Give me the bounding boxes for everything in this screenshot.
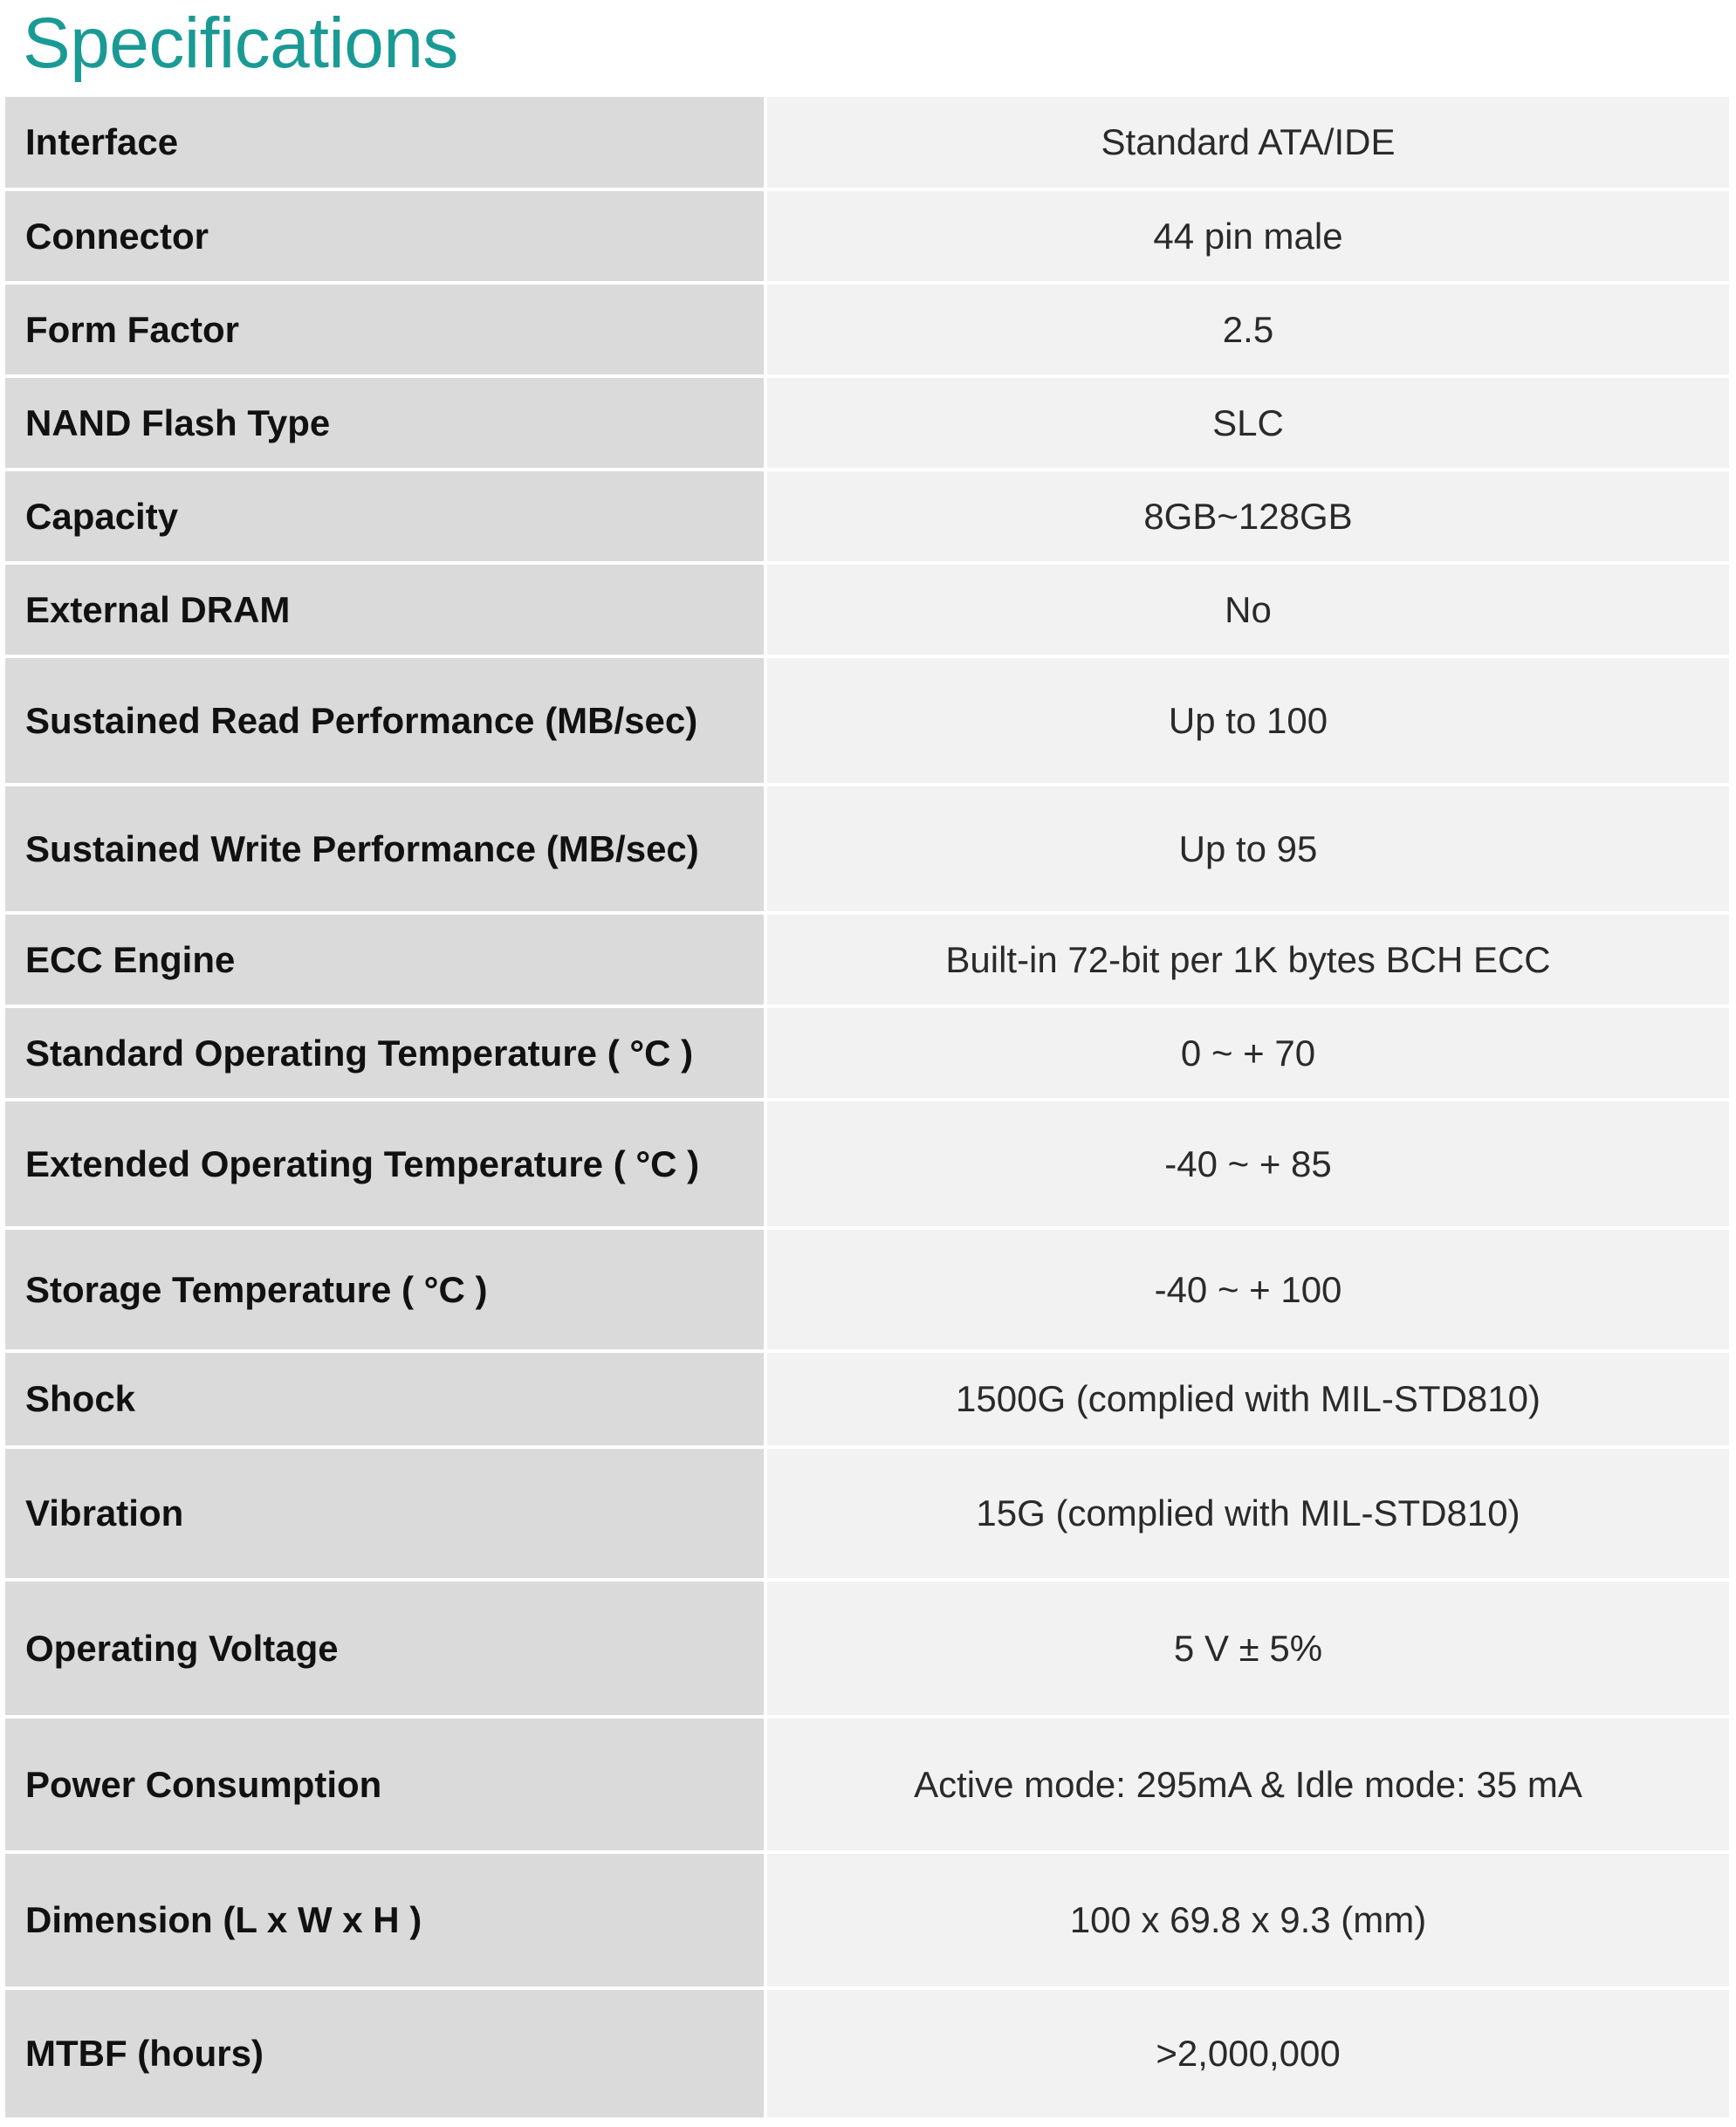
spec-label: Storage Temperature ( °C ) bbox=[3, 1228, 765, 1351]
spec-label: MTBF (hours) bbox=[3, 1988, 765, 2119]
spec-row-mtbf bbox=[3, 1988, 1731, 2119]
spec-row-standard-operating-temp bbox=[3, 1006, 1731, 1100]
spec-label: Form Factor bbox=[3, 283, 765, 376]
spec-row-ecc-engine bbox=[3, 913, 1731, 1006]
spec-table bbox=[2, 93, 1733, 2121]
spec-label: Sustained Read Performance (MB/sec) bbox=[3, 656, 765, 785]
spec-row-shock bbox=[3, 1351, 1731, 1447]
spec-label: Capacity bbox=[3, 470, 765, 563]
spec-row-sustained-read bbox=[3, 656, 1731, 785]
spec-label: Standard Operating Temperature ( °C ) bbox=[3, 1006, 765, 1100]
spec-label: Extended Operating Temperature ( °C ) bbox=[3, 1100, 765, 1228]
spec-value: 15G (complied with MIL-STD810) bbox=[765, 1447, 1731, 1580]
spec-label: NAND Flash Type bbox=[3, 376, 765, 470]
spec-value: 100 x 69.8 x 9.3 (mm) bbox=[765, 1852, 1731, 1988]
spec-label: External DRAM bbox=[3, 563, 765, 656]
spec-value: Up to 95 bbox=[765, 785, 1731, 913]
spec-row-storage-temp bbox=[3, 1228, 1731, 1351]
spec-row-power-consumption bbox=[3, 1717, 1731, 1852]
spec-value: -40 ~ + 85 bbox=[765, 1100, 1731, 1228]
spec-value: Standard ATA/IDE bbox=[765, 95, 1731, 189]
spec-value: Up to 100 bbox=[765, 656, 1731, 785]
spec-row-capacity bbox=[3, 470, 1731, 563]
spec-label: Shock bbox=[3, 1351, 765, 1447]
spec-row-external-dram bbox=[3, 563, 1731, 656]
spec-label: Connector bbox=[3, 189, 765, 283]
spec-label: Dimension (L x W x H ) bbox=[3, 1852, 765, 1988]
spec-row-sustained-write bbox=[3, 785, 1731, 913]
spec-value: 0 ~ + 70 bbox=[765, 1006, 1731, 1100]
spec-row-connector bbox=[3, 189, 1731, 283]
spec-value: 2.5 bbox=[765, 283, 1731, 376]
spec-value: No bbox=[765, 563, 1731, 656]
spec-row-dimension bbox=[3, 1852, 1731, 1988]
spec-row-form-factor bbox=[3, 283, 1731, 376]
spec-value: SLC bbox=[765, 376, 1731, 470]
spec-label: ECC Engine bbox=[3, 913, 765, 1006]
spec-value: 5 V ± 5% bbox=[765, 1580, 1731, 1717]
page-title: Specifications bbox=[23, 3, 458, 83]
spec-value: Built-in 72-bit per 1K bytes BCH ECC bbox=[765, 913, 1731, 1006]
spec-label: Operating Voltage bbox=[3, 1580, 765, 1717]
spec-value: Active mode: 295mA & Idle mode: 35 mA bbox=[765, 1717, 1731, 1852]
spec-value: >2,000,000 bbox=[765, 1988, 1731, 2119]
spec-label: Sustained Write Performance (MB/sec) bbox=[3, 785, 765, 913]
spec-label: Vibration bbox=[3, 1447, 765, 1580]
spec-row-extended-operating-temp bbox=[3, 1100, 1731, 1228]
spec-row-nand-flash-type bbox=[3, 376, 1731, 470]
spec-row-interface bbox=[3, 95, 1731, 189]
spec-value: -40 ~ + 100 bbox=[765, 1228, 1731, 1351]
spec-row-vibration bbox=[3, 1447, 1731, 1580]
spec-row-operating-voltage bbox=[3, 1580, 1731, 1717]
spec-label: Interface bbox=[3, 95, 765, 189]
spec-value: 8GB~128GB bbox=[765, 470, 1731, 563]
spec-value: 1500G (complied with MIL-STD810) bbox=[765, 1351, 1731, 1447]
spec-value: 44 pin male bbox=[765, 189, 1731, 283]
spec-label: Power Consumption bbox=[3, 1717, 765, 1852]
